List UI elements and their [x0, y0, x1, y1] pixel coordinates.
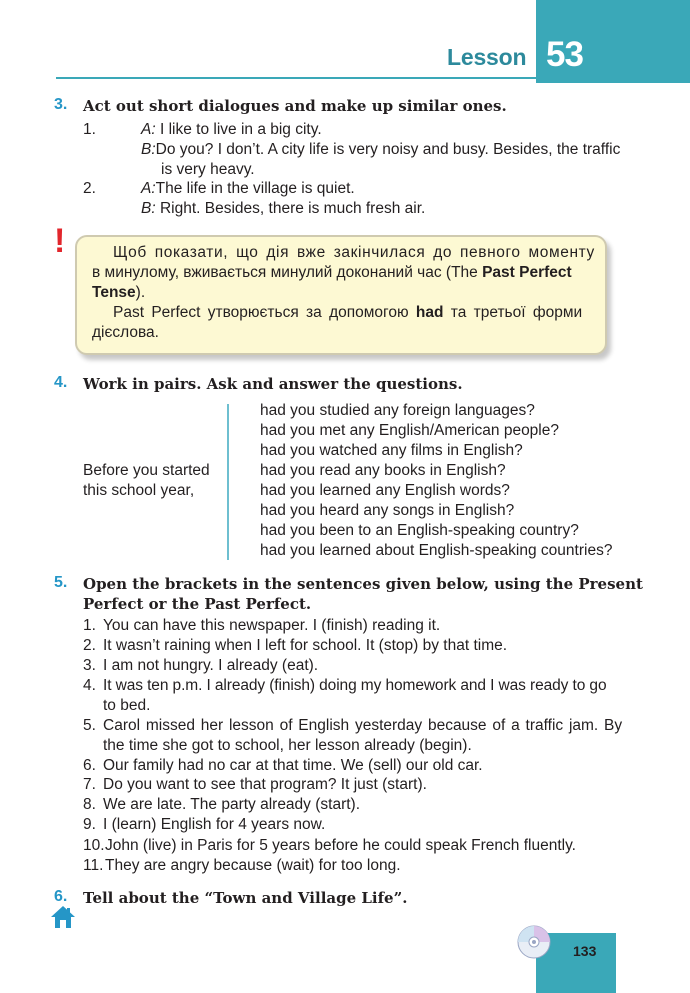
- note-text: ).: [135, 284, 146, 301]
- dialogue-number: 1.: [83, 121, 96, 138]
- question-option: had you read any books in English?: [260, 462, 506, 479]
- item-number: 6.: [83, 757, 96, 774]
- cd-icon: [517, 925, 551, 959]
- question-option: had you been to an English-speaking country?: [260, 522, 579, 539]
- question-option: had you met any English/American people?: [260, 422, 559, 439]
- dialogue-text: Right. Besides, there is much fresh air.: [159, 200, 426, 217]
- item-number: 1.: [83, 617, 96, 634]
- note-line: дієслова.: [92, 324, 159, 341]
- dialogue-text: The life in the village is quiet.: [155, 180, 355, 197]
- header-rule: [56, 77, 536, 79]
- item-number: 7.: [83, 776, 96, 793]
- question-stem: Before you started: [83, 462, 210, 479]
- dialogue-text: I like to live in a big city.: [159, 121, 322, 138]
- home-icon: [50, 905, 76, 929]
- speaker-label: A:: [141, 180, 156, 197]
- question-option: had you watched any films in English?: [260, 442, 523, 459]
- speaker-label: A:: [141, 121, 156, 138]
- note-line: [92, 264, 572, 282]
- item-number: 9.: [83, 816, 96, 833]
- item-number: 8.: [83, 796, 96, 813]
- item-text: John (live) in Paris for 5 years before he could speak French fluently.: [105, 837, 576, 854]
- item-number: 3.: [83, 657, 96, 674]
- dialogue-line: [141, 121, 322, 139]
- item-number: 4.: [83, 677, 96, 694]
- note-line: [113, 304, 582, 322]
- item-text: I (learn) English for 4 years now.: [103, 816, 326, 833]
- ex5-number: 5.: [54, 574, 68, 591]
- note-term: Tense: [92, 284, 136, 301]
- exclamation-icon: !: [54, 222, 66, 260]
- item-text: Our family had no car at that time. We (sell) our old car.: [103, 757, 483, 774]
- item-number: 2.: [83, 637, 96, 654]
- question-option: had you learned about English-speaking countries?: [260, 542, 613, 559]
- dialogue-number: 2.: [83, 180, 96, 197]
- question-option: had you studied any foreign languages?: [260, 402, 535, 419]
- note-text: та третьої форми: [443, 304, 583, 321]
- item-text: I am not hungry. I already (eat).: [103, 657, 319, 674]
- note-text: Past Perfect утворюється за допомогою: [113, 304, 416, 321]
- item-text: We are late. The party already (start).: [103, 796, 361, 813]
- ex6-title: Tell about the “Town and Village Life”.: [83, 889, 408, 907]
- item-text: It was ten p.m. I already (finish) doing my homework and I was ready to go: [103, 677, 607, 694]
- ex5-title-line: Perfect or the Past Perfect.: [83, 595, 312, 613]
- ex4-title: Work in pairs. Ask and answer the questions.: [83, 375, 463, 393]
- speaker-label: B:: [141, 141, 156, 158]
- note-text: в минулому, вживається минулий доконаний час (The: [92, 264, 483, 281]
- dialogue-line: [141, 200, 425, 218]
- item-text: You can have this newspaper. I (finish) reading it.: [103, 617, 441, 634]
- ex5-title-line: Open the brackets in the sentences given below, using the Present: [83, 575, 643, 593]
- item-text: Carol missed her lesson of English yesterday because of a traffic jam. By: [103, 717, 623, 734]
- ex3-title: Act out short dialogues and make up similar ones.: [83, 97, 507, 115]
- note-term: Past Perfect: [482, 264, 572, 281]
- item-number: 10.: [83, 837, 105, 854]
- dialogue-line: [141, 141, 620, 159]
- item-text: Do you want to see that program? It just (start).: [103, 776, 427, 793]
- question-option: had you learned any English words?: [260, 482, 510, 499]
- lesson-label: Lesson: [447, 44, 527, 70]
- ex3-number: 3.: [54, 96, 68, 113]
- note-line: Щоб показати, що дія вже закінчилася до певного моменту: [113, 244, 595, 261]
- ex4-number: 4.: [54, 374, 68, 391]
- item-text: It wasn’t raining when I left for school. It (stop) by that time.: [103, 637, 508, 654]
- item-text: They are angry because (wait) for too long.: [105, 857, 401, 874]
- item-number: 11.: [83, 857, 104, 874]
- item-number: 5.: [83, 717, 96, 734]
- lesson-number: 53: [546, 35, 583, 74]
- speaker-label: B:: [141, 200, 156, 217]
- dialogue-line: [141, 180, 355, 198]
- divider-bar: [227, 404, 229, 560]
- note-term: had: [415, 304, 444, 321]
- ex6-number: 6.: [54, 888, 68, 905]
- question-option: had you heard any songs in English?: [260, 502, 515, 519]
- item-text: the time she got to school, her lesson already (begin).: [103, 737, 472, 754]
- question-stem: this school year,: [83, 482, 195, 499]
- page-number: 133: [573, 943, 597, 959]
- item-text: to bed.: [103, 697, 151, 714]
- note-line: [92, 284, 145, 302]
- dialogue-continuation: is very heavy.: [161, 161, 255, 178]
- dialogue-text: Do you? I don’t. A city life is very noisy and busy. Besides, the traffic: [155, 141, 621, 158]
